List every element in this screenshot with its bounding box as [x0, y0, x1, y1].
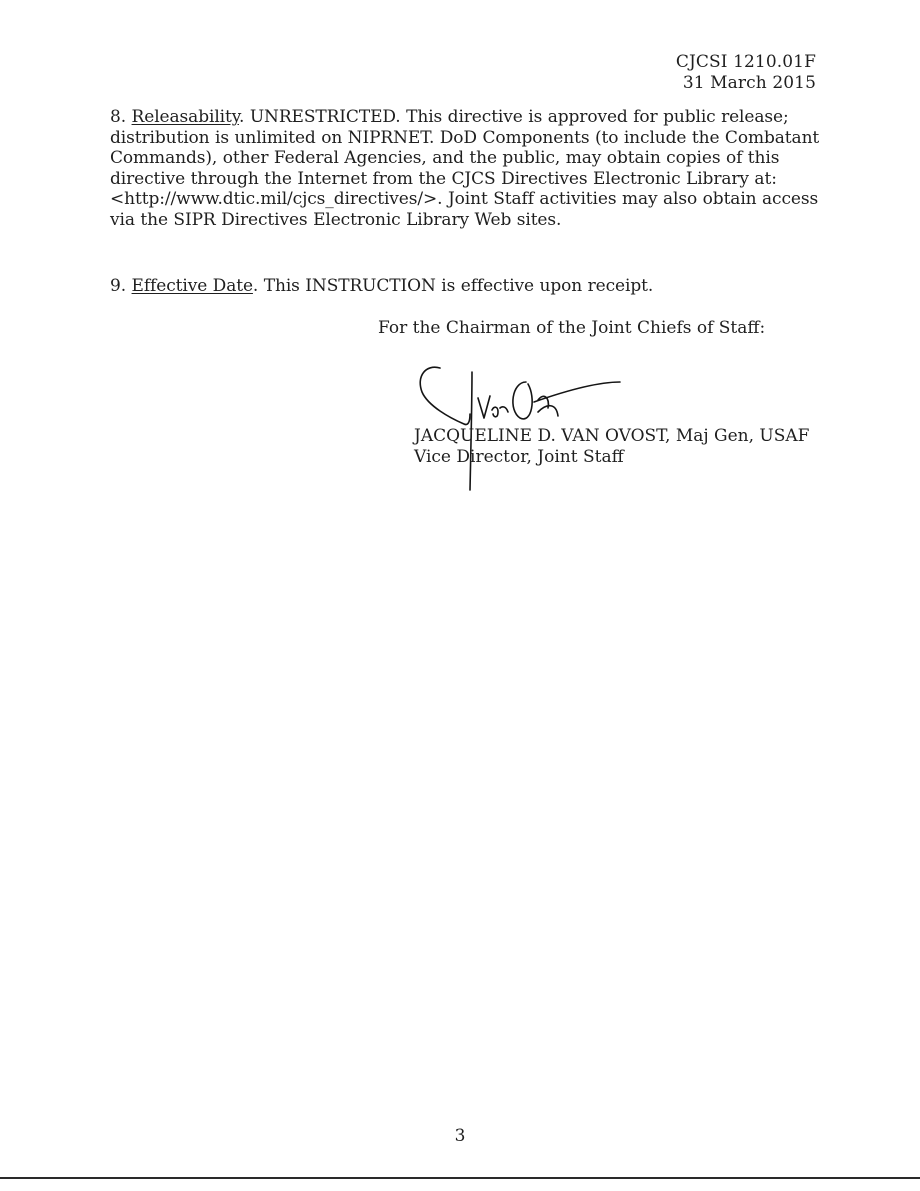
footer-rule [0, 1177, 920, 1179]
paragraph-heading: Releasability [131, 107, 239, 127]
document-header [676, 52, 816, 94]
signature-preamble: For the Chairman of the Joint Chiefs of Staff: [378, 318, 766, 338]
heading-punct: . [252, 276, 259, 296]
signatory-title: Vice Director, Joint Staff [414, 447, 624, 467]
document-date: 31 March 2015 [682, 73, 816, 93]
paragraph-number: 8. [110, 107, 127, 127]
paragraph-releasability [110, 107, 820, 231]
document-id: CJCSI 1210.01F [675, 52, 816, 72]
page-number: 3 [454, 1126, 466, 1146]
signatory [414, 426, 809, 468]
paragraph-text: This INSTRUCTION is effective upon receipt. [263, 276, 654, 296]
paragraph-heading: Effective Date [131, 276, 253, 296]
paragraph-number: 9. [110, 276, 127, 296]
signatory-name: JACQUELINE D. VAN OVOST, Maj Gen, USAF [414, 426, 810, 446]
paragraph-text: UNRESTRICTED. This directive is approved for public release; distribution is unlimited on NIPRNET. DoD Components (to include the Combatant Commands), other Federal Agencies, and the public, may obtain copies of this directive through the Internet from the CJCS Directives Electronic Library at: <http://www.dtic.mil/cjcs_directives/>. Joint Staff activities may also obtain access via the SIPR Directives Electronic Library Web sites. [110, 107, 820, 230]
paragraph-effective-date [110, 276, 820, 297]
heading-punct: . [238, 107, 245, 127]
